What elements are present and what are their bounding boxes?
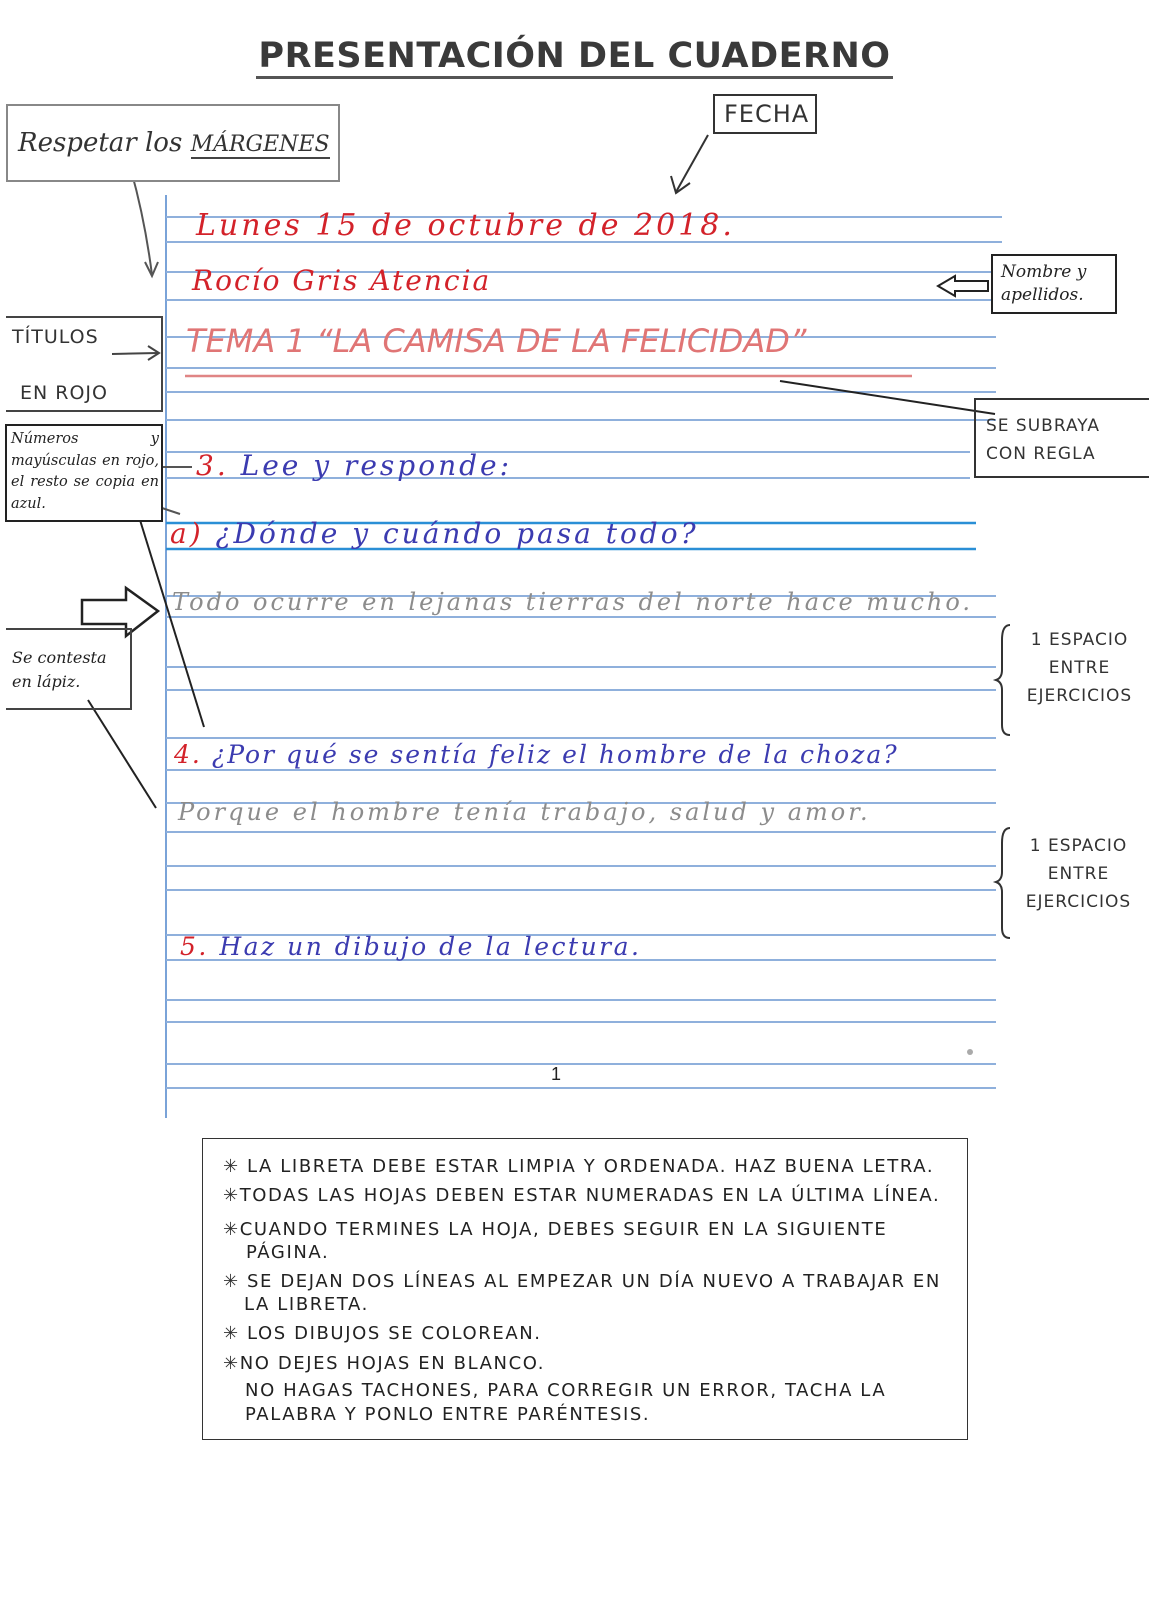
fecha-label-box bbox=[713, 94, 817, 134]
rule-item: PÁGINA. bbox=[246, 1242, 330, 1263]
rule-item: ✳︎ SE DEJAN DOS LÍNEAS AL EMPEZAR UN DÍA NUEVO A TRABAJAR EN bbox=[223, 1271, 941, 1292]
margins-note-text: Respetar los bbox=[18, 128, 183, 158]
fecha-arrow bbox=[676, 135, 708, 192]
question-5: 5. Haz un dibujo de la lectura. bbox=[180, 932, 642, 961]
rule-item: ✳︎NO DEJES HOJAS EN BLANCO. bbox=[223, 1353, 546, 1374]
lapiz-note-text: Se contesta en lápiz. bbox=[12, 648, 107, 691]
page-title: PRESENTACIÓN DEL CUADERNO bbox=[0, 36, 1149, 76]
nombre-note-text: Nombre y apellidos. bbox=[1001, 262, 1087, 305]
nombre-arrow bbox=[938, 276, 988, 296]
colores-note-text: Números y mayúsculas en rojo, el resto se copia en azul. bbox=[11, 431, 159, 512]
titulos-note bbox=[6, 316, 163, 412]
answer-a: Todo ocurre en lejanas tierras del norte hace mucho. bbox=[172, 588, 974, 616]
espacio-brace-1 bbox=[996, 625, 1010, 735]
question-3: 3. Lee y responde: bbox=[196, 449, 513, 482]
notebook-theme: TEMA 1 “LA CAMISA DE LA FELICIDAD” bbox=[186, 322, 807, 360]
espacio-note-2: 1 ESPACIO ENTRE EJERCICIOS bbox=[1025, 836, 1132, 912]
rule-item: ✳︎TODAS LAS HOJAS DEBEN ESTAR NUMERADAS EN LA ÚLTIMA LÍNEA. bbox=[223, 1185, 941, 1206]
lapiz-pointer bbox=[88, 700, 156, 808]
subraya-pointer bbox=[780, 381, 995, 414]
lapiz-note-box bbox=[6, 628, 132, 710]
rules-box bbox=[202, 1138, 968, 1440]
rule-item: ✳︎ LA LIBRETA DEBE ESTAR LIMPIA Y ORDENADA. HAZ BUENA LETRA. bbox=[223, 1156, 935, 1177]
fecha-label: FECHA bbox=[724, 100, 810, 128]
notebook-date: Lunes 15 de octubre de 2018. bbox=[196, 208, 735, 243]
colores-note-box bbox=[5, 424, 163, 522]
question-4: 4. ¿Por qué se sentía feliz el hombre de la choza? bbox=[174, 740, 899, 769]
margins-note-keyword: MÁRGENES bbox=[190, 132, 330, 157]
rule-item: LA LIBRETA. bbox=[244, 1294, 369, 1315]
page-number: 1 bbox=[551, 1064, 562, 1084]
titulos-note-line1: TÍTULOS bbox=[12, 326, 99, 348]
answer-4: Porque el hombre tenía trabajo, salud y amor. bbox=[178, 798, 871, 826]
rule-item: NO HAGAS TACHONES, PARA CORREGIR UN ERROR, TACHA LA bbox=[245, 1380, 887, 1401]
question-a: a) ¿Dónde y cuándo pasa todo? bbox=[170, 517, 699, 550]
rule-item: ✳︎ LOS DIBUJOS SE COLOREAN. bbox=[223, 1323, 542, 1344]
espacio-note-1: 1 ESPACIO ENTRE EJERCICIOS bbox=[1026, 630, 1133, 706]
rule-item: ✳︎CUANDO TERMINES LA HOJA, DEBES SEGUIR EN LA SIGUIENTE bbox=[223, 1219, 888, 1240]
rule-item: PALABRA Y PONLO ENTRE PARÉNTESIS. bbox=[245, 1404, 651, 1425]
notebook-name: Rocío Gris Atencia bbox=[192, 264, 492, 297]
margins-arrow bbox=[131, 170, 152, 275]
subraya-note-text: SE SUBRAYA CON REGLA bbox=[986, 416, 1100, 464]
nombre-note-box bbox=[991, 254, 1117, 314]
subraya-note-box bbox=[974, 398, 1149, 478]
titulos-note-line2: EN ROJO bbox=[20, 382, 108, 404]
margins-note-box bbox=[6, 104, 340, 182]
